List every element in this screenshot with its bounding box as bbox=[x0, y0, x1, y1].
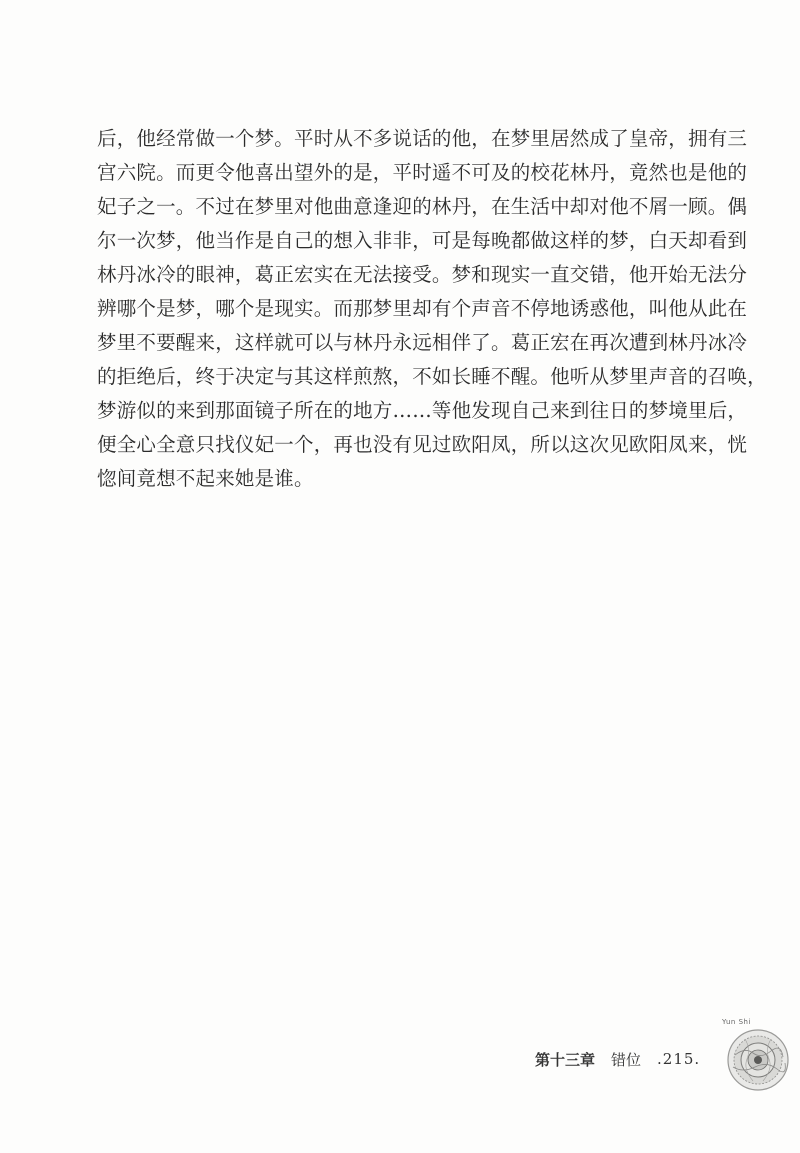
text-line: 林丹冰冷的眼神，葛正宏实在无法接受。梦和现实一直交错，他开始无法分 bbox=[97, 263, 748, 286]
text-line: 梦游似的来到那面镜子所在的地方……等他发现自己来到往日的梦境里后， bbox=[97, 399, 748, 422]
seal-label: Yun Shi bbox=[722, 1018, 751, 1026]
page-number: .215. bbox=[657, 1050, 701, 1068]
chapter-label: 第十三章 bbox=[535, 1050, 596, 1069]
text-line: 的拒绝后，终于决定与其这样煎熬，不如长睡不醒。他听从梦里声音的召唤， bbox=[97, 365, 767, 388]
text-line: 便全心全意只找仪妃一个，再也没有见过欧阳凤，所以这次见欧阳凤来，恍 bbox=[97, 433, 748, 456]
page-footer bbox=[535, 1047, 700, 1071]
text-line: 妃子之一。不过在梦里对他曲意逢迎的林丹，在生活中却对他不屑一顾。偶 bbox=[97, 195, 748, 218]
text-line: 宫六院。而更令他喜出望外的是，平时遥不可及的校花林丹，竟然也是他的 bbox=[97, 161, 748, 184]
body-paragraph bbox=[97, 122, 767, 496]
chapter-title: 错位 bbox=[611, 1050, 642, 1069]
text-line: 惚间竟想不起来她是谁。 bbox=[97, 467, 314, 490]
text-line: 后，他经常做一个梦。平时从不多说话的他，在梦里居然成了皇帝，拥有三 bbox=[97, 127, 748, 150]
text-line: 梦里不要醒来，这样就可以与林丹永远相伴了。葛正宏在再次遭到林丹冰冷 bbox=[97, 331, 748, 354]
decorative-seal-icon bbox=[725, 1027, 791, 1093]
text-line: 辨哪个是梦，哪个是现实。而那梦里却有个声音不停地诱惑他，叫他从此在 bbox=[97, 297, 748, 320]
text-line: 尔一次梦，他当作是自己的想入非非，可是每晚都做这样的梦，白天却看到 bbox=[97, 229, 748, 252]
